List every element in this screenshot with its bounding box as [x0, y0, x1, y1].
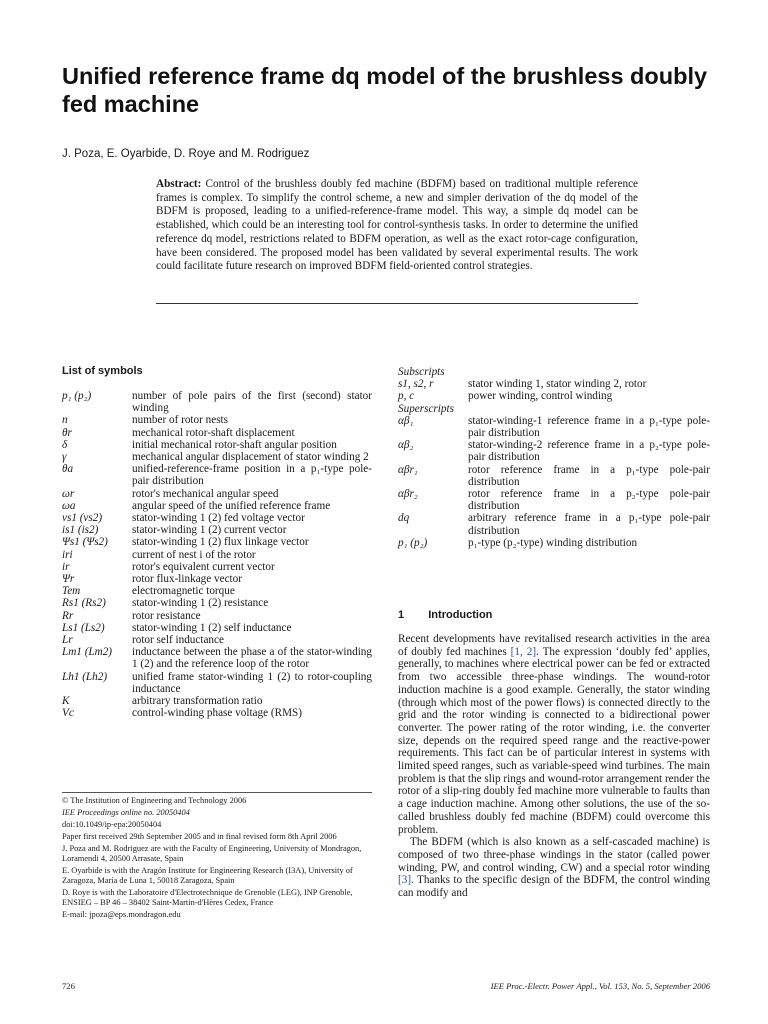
- symbols-heading: List of symbols: [62, 365, 143, 377]
- symbol: p, c: [398, 390, 415, 403]
- symbol-row: [62, 549, 372, 561]
- symbol-row: [62, 500, 372, 512]
- symbol-row: [62, 561, 372, 573]
- script-row: [398, 378, 710, 390]
- symbol-description: rotor's mechanical angular speed: [132, 487, 279, 500]
- symbol: Vc: [62, 707, 74, 720]
- script-row: [398, 415, 710, 439]
- script-row: [398, 390, 710, 402]
- symbol-description: electromagnetic torque: [132, 585, 235, 598]
- superscripts-list: [398, 415, 710, 549]
- affiliation-3: D. Roye is with the Laboratoire d'Electrotechnique de Grenoble (LEG), INP Grenoble, ENSIEG – BP 46 – 38402 Saint-Martin-d'Hères Cedex, France: [62, 888, 353, 907]
- introduction-body: [398, 633, 710, 900]
- symbol-row: [62, 634, 372, 646]
- symbol: p₁ (p₂): [398, 536, 428, 549]
- symbol-row: [62, 573, 372, 585]
- symbol: iri: [62, 548, 73, 561]
- online-note: [62, 808, 372, 818]
- symbol-description: number of rotor nests: [132, 414, 229, 427]
- symbol-description: rotor flux-linkage vector: [132, 573, 242, 586]
- intro-p1-text-b: . The expression ‘doubly fed’ applies, generally, to machines where electrical power can be fed or extracted from two accessible three-phase windings. The wound-rotor induction machine is a good example. Generally, the stator winding (through which most of the power flows) is connected directly to the grid and the rotor winding is connected to a bidirectional power converter. The power rating of the rotor winding, i.e. the converter size, depends on the required speed range and the reactive-power requirements. This fact can be of particular interest in systems with limited speed ranges, such as variable-speed wind turbines. The main problem is that the slip rings and wound-rotor arrangement render the rotor of a slip-ring doubly fed machine more vulnerable to faults than a cage induction machine. Among other solutions, the use of the so-called brushless doubly fed machine (BDFM) could overcome this problem.: [398, 645, 711, 836]
- symbol-description: angular speed of the unified reference frame: [132, 499, 331, 512]
- symbol-description: number of pole pairs of the first (second) stator winding: [132, 390, 372, 415]
- copyright-note: © The Institution of Engineering and Technology 2006: [62, 796, 247, 805]
- page-number: 726: [62, 981, 75, 991]
- abstract-label: Abstract:: [156, 178, 202, 190]
- symbol: Ψs1 (Ψs2): [62, 536, 108, 549]
- symbol-row: [62, 439, 372, 451]
- symbol: Ls1 (Ls2): [62, 621, 105, 634]
- symbol: is1 (is2): [62, 524, 99, 537]
- symbol-row: [62, 463, 372, 487]
- intro-p2-text-b: . Thanks to the specific design of the BDFM, the control winding can modify and: [398, 874, 710, 900]
- symbol-row: [62, 427, 372, 439]
- subscripts-heading: Subscripts: [398, 366, 445, 378]
- symbol: Lm1 (Lm2): [62, 646, 113, 659]
- citation-link-3[interactable]: [3]: [398, 874, 412, 887]
- symbol: Lh1 (Lh2): [62, 670, 108, 683]
- symbol-row: [62, 671, 372, 695]
- symbol-description: mechanical angular displacement of stator winding 2: [132, 451, 369, 464]
- symbol: n: [62, 414, 68, 427]
- symbol: θa: [62, 463, 74, 476]
- symbol-row: [62, 646, 372, 670]
- symbol-row: [62, 451, 372, 463]
- symbol-description: stator-winding 1 (2) self inductance: [132, 621, 292, 634]
- symbol-description: stator-winding 1 (2) flux linkage vector: [132, 536, 309, 549]
- intro-p2-text-a: The BDFM (which is also known as a self-cascaded machine) is composed of two three-phase windings in the stator (called power winding, PW, and control winding, CW) and a special rotor winding: [398, 836, 710, 874]
- symbol-description: p₁-type (p₂-type) winding distribution: [468, 536, 638, 549]
- symbol-description: inductance between the phase a of the stator-winding 1 (2) and the reference loop of the rotor: [132, 646, 372, 671]
- symbol-description: stator winding 1, stator winding 2, rotor: [468, 378, 647, 391]
- superscripts-heading: Superscripts: [398, 402, 454, 415]
- affiliation-2: E. Oyarbide is with the Aragón Institute for Engineering Research (I3A), University of Zaragoza, María de Luna 1, 50018 Zaragoza, Spain: [62, 866, 353, 885]
- abstract-text: Control of the brushless doubly fed machine (BDFM) based on traditional multiple reference frames is complex. To simplify the control scheme, a new and simpler derivation of the dq model of the BDFM is proposed, leading to a unified-reference-frame model. This way, a simple dq model can be established, which could be an interesting tool for control-synthesis tasks. In order to determine the unified reference dq model, restrictions related to BDFM operation, as well as the exact rotor-cage configuration, have been considered. The proposed model has been validated by several experimental results. The work could facilitate future research on improved BDFM field-oriented control strategies.: [156, 178, 639, 273]
- symbol-row: [62, 610, 372, 622]
- script-row: [398, 512, 710, 536]
- symbol-description: stator-winding-2 reference frame in a p₂-type pole-pair distribution: [468, 439, 710, 464]
- symbol-row: [62, 390, 372, 414]
- online-note-text: IEE Proceedings online no. 20050404: [62, 808, 190, 817]
- symbol-description: current of nest i of the rotor: [132, 548, 256, 561]
- symbol-description: arbitrary reference frame in a p₁-type pole-pair distribution: [468, 512, 710, 537]
- symbols-list: [62, 390, 372, 719]
- abstract: [156, 178, 638, 274]
- symbol-description: rotor resistance: [132, 609, 201, 622]
- intro-paragraph-1: [398, 633, 710, 836]
- symbol-description: power winding, control winding: [468, 390, 613, 403]
- symbol: K: [62, 695, 70, 708]
- symbol: ωa: [62, 499, 76, 512]
- symbol-description: rotor's equivalent current vector: [132, 560, 275, 573]
- symbol: ωr: [62, 487, 75, 500]
- script-row: [398, 439, 710, 463]
- script-row: [398, 537, 710, 549]
- symbol-description: stator-winding 1 (2) fed voltage vector: [132, 512, 305, 525]
- symbol-description: initial mechanical rotor-shaft angular position: [132, 438, 337, 451]
- symbol-description: arbitrary transformation ratio: [132, 695, 263, 708]
- symbol-row: [62, 524, 372, 536]
- symbol: vs1 (vs2): [62, 512, 103, 525]
- symbol: dq: [398, 512, 410, 525]
- symbol-row: [62, 414, 372, 426]
- affiliation-1: J. Poza and M. Rodriguez are with the Faculty of Engineering, University of Mondragon, Loramendi 4, 20500 Arrasate, Spain: [62, 844, 362, 863]
- symbol: p₁ (p₂): [62, 390, 92, 402]
- symbol-description: rotor reference frame in a p₂-type pole-pair distribution: [468, 488, 710, 513]
- symbol: αβ₂: [398, 439, 414, 452]
- symbol-description: stator-winding-1 reference frame in a p₁-type pole-pair distribution: [468, 414, 710, 440]
- script-row: [398, 464, 710, 488]
- section-number: 1: [398, 609, 405, 621]
- footnote-divider: [62, 792, 372, 793]
- symbol: Rs1 (Rs2): [62, 597, 106, 610]
- sub-super-scripts: [398, 366, 710, 549]
- symbol-description: mechanical rotor-shaft displacement: [132, 426, 295, 439]
- footnotes: [62, 792, 372, 922]
- symbol: δ: [62, 438, 68, 451]
- symbol: Tem: [62, 585, 81, 598]
- symbol-row: [62, 597, 372, 609]
- symbol-row: [62, 707, 372, 719]
- symbol: Rr: [62, 609, 74, 622]
- intro-p1-text-a: Recent developments have revitalised research activities in the area of doubly fed machines: [398, 633, 710, 658]
- subscripts-list: [398, 378, 710, 402]
- symbol-row: [62, 585, 372, 597]
- paper-title: Unified reference frame dq model of the brushless doubly fed machine: [62, 63, 708, 117]
- symbol: αβr₂: [398, 488, 418, 501]
- symbol-row: [62, 488, 372, 500]
- symbol-row: [62, 512, 372, 524]
- email-note: E-mail: jpoza@eps.mondragon.edu: [62, 910, 181, 919]
- journal-citation: IEE Proc.-Electr. Power Appl., Vol. 153, No. 5, September 2006: [490, 981, 710, 991]
- symbol: γ: [62, 451, 67, 464]
- intro-paragraph-2: [398, 836, 710, 900]
- symbol-description: unified frame stator-winding 1 (2) to rotor-coupling inductance: [132, 670, 372, 695]
- symbol-row: [62, 536, 372, 548]
- symbol: Lr: [62, 634, 73, 647]
- symbol: ir: [62, 560, 70, 573]
- symbol-description: stator-winding 1 (2) current vector: [132, 524, 287, 537]
- symbol-row: [62, 695, 372, 707]
- symbol: αβ₁: [398, 414, 414, 427]
- symbol-description: stator-winding 1 (2) resistance: [132, 597, 269, 610]
- symbol: s1, s2, r: [398, 378, 434, 391]
- author-list: J. Poza, E. Oyarbide, D. Roye and M. Rodriguez: [62, 148, 310, 160]
- section-title: Introduction: [428, 609, 493, 621]
- symbol-description: rotor reference frame in a p₁-type pole-pair distribution: [468, 463, 710, 488]
- doi-note: doi:10.1049/ip-epa:20050404: [62, 820, 162, 829]
- symbol-description: rotor self inductance: [132, 634, 224, 647]
- symbol-description: control-winding phase voltage (RMS): [132, 707, 302, 720]
- received-note: Paper first received 29th September 2005 and in final revised form 8th April 2006: [62, 832, 337, 841]
- script-row: [398, 488, 710, 512]
- symbol: θr: [62, 426, 72, 439]
- symbol: Ψr: [62, 573, 75, 586]
- citation-link-1-2[interactable]: [1, 2]: [510, 645, 537, 658]
- section-heading-introduction: [398, 609, 492, 621]
- symbol-row: [62, 622, 372, 634]
- symbol-description: unified-reference-frame position in a p₁-type pole-pair distribution: [132, 463, 372, 488]
- symbol: αβr₁: [398, 463, 418, 476]
- abstract-divider: [156, 303, 638, 304]
